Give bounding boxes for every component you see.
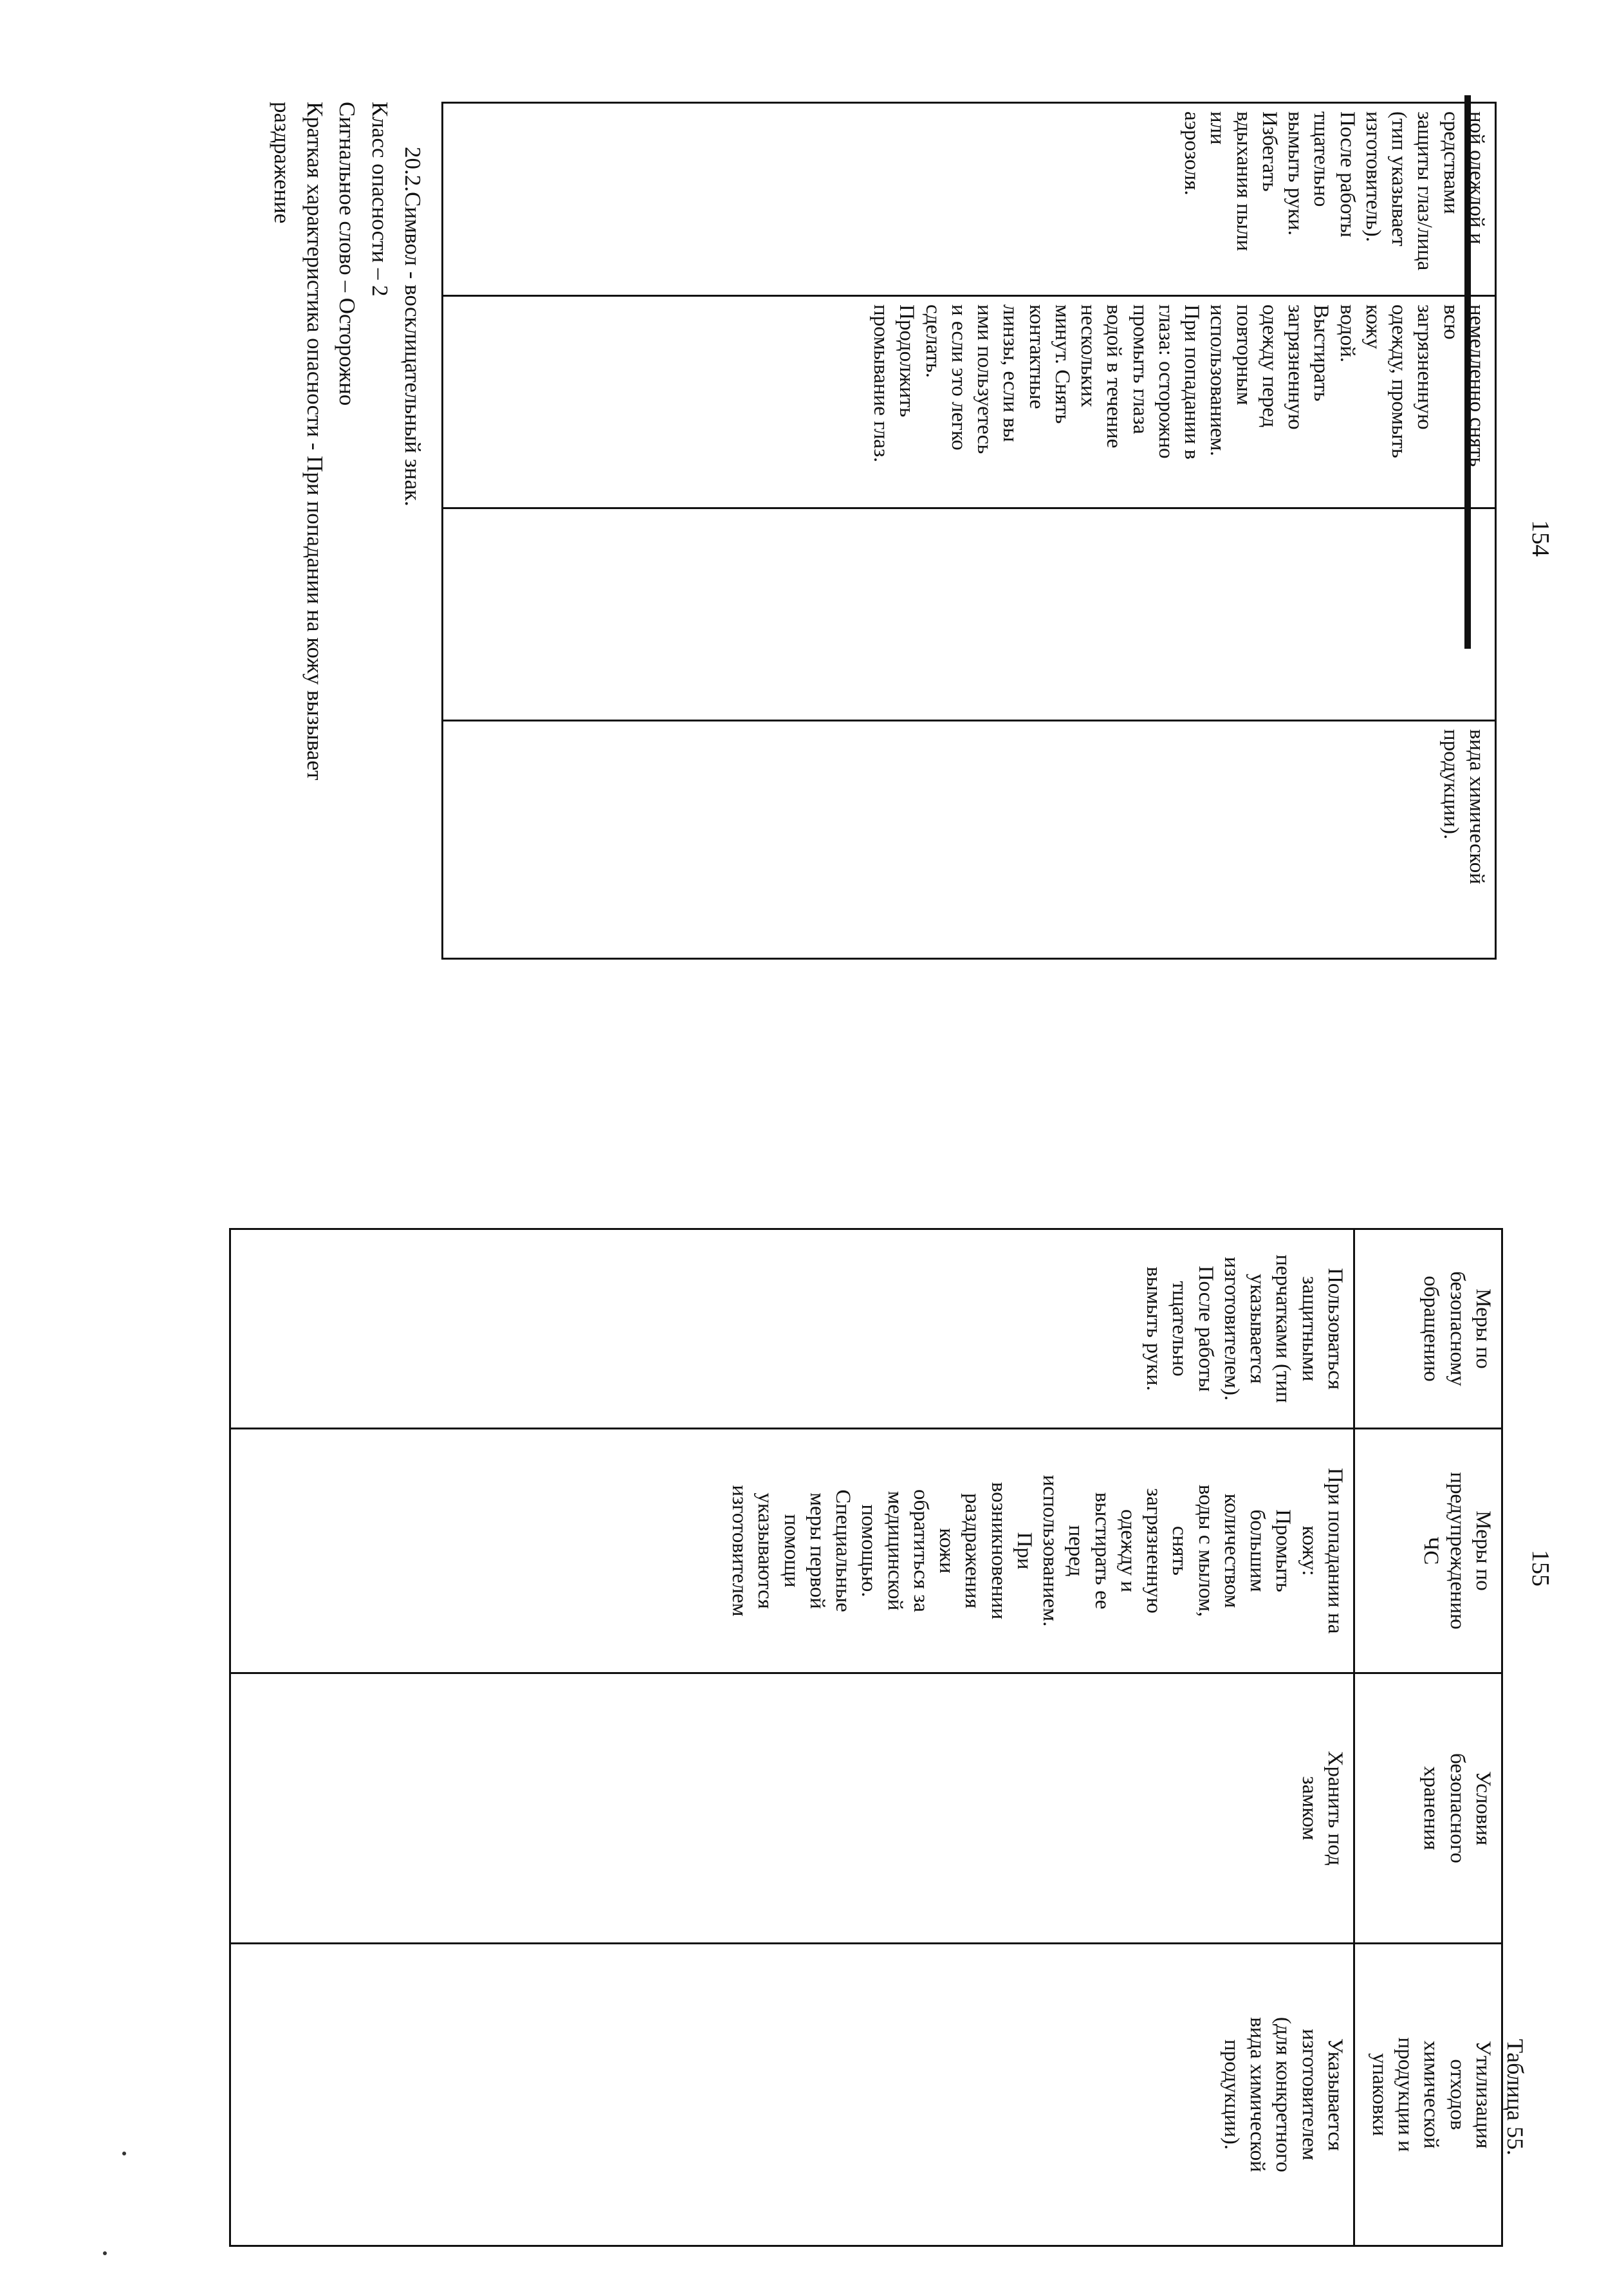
table-continuation bbox=[441, 102, 1497, 960]
header-emergency-prevention: Меры по предупреждению ЧС bbox=[1354, 1429, 1502, 1673]
header-disposal: Утилизация отходов химической продукции и упаковки bbox=[1354, 1944, 1502, 2246]
scan-speck bbox=[103, 2251, 107, 2255]
table-55 bbox=[229, 1228, 1503, 2247]
scanned-sheet bbox=[113, 95, 1554, 2187]
cell-disposal-cont: вида химической продукции). bbox=[443, 721, 1496, 959]
signal-word: Сигнальное слово – Осторожно bbox=[335, 102, 360, 406]
table-body-row bbox=[230, 1229, 1354, 2246]
cell-handling: Пользоваться защитными перчатками (тип указывается изготовителем). После работы тщательно вымыть руки. bbox=[230, 1229, 1354, 1429]
cell-storage-empty bbox=[443, 508, 1496, 721]
cell-first-aid: немедленно снять всю загрязненную одежду, промыть кожу водой. Выстирать загрязненную одежду перед повторным использованием. При попадании в глаза: осторожно промыть глаза водой в течение нескольких минут. Снять контактные линзы, если вы ими пользуетесь и если это легко сделать. Продолжить промывание глаз. bbox=[443, 296, 1496, 508]
cell-storage: Хранить под замком bbox=[230, 1673, 1354, 1944]
table-caption: Таблица 55. bbox=[1502, 2039, 1528, 2155]
header-storage: Условия безопасного хранения bbox=[1354, 1673, 1502, 1944]
table-header-row bbox=[1354, 1229, 1502, 2246]
page-number-154: 154 bbox=[1527, 520, 1554, 557]
short-characteristic-cont: раздражение bbox=[270, 102, 295, 224]
short-characteristic: Краткая характеристика опасности - При попадании на кожу вызывает bbox=[302, 102, 328, 781]
table-continuation-row bbox=[443, 103, 1496, 959]
cell-ppe: ной одеждой и средствами защиты глаз/лица (тип указывает изготовитель). После работы тщательно вымыть руки. Избегать вдыхания пыли или аэрозоля. bbox=[443, 103, 1496, 296]
header-handling: Меры по безопасному обращению bbox=[1354, 1229, 1502, 1429]
cell-emergency-prevention: При попадании на кожу: Промыть большим количеством воды с мылом, снять загрязненную одежду и выстирать ее перед использованием. При возникновении раздражения кожи обратиться за медицинской помощью. Специальные меры первой помощи указываются изготовителем bbox=[230, 1429, 1354, 1673]
hazard-text-block bbox=[265, 102, 429, 958]
symbol-line: 20.2.Символ - восклицательный знак. bbox=[400, 147, 425, 507]
hazard-class: Класс опасности – 2 bbox=[367, 102, 393, 297]
cell-disposal: Указывается изготовителем (для конкретного вида химической продукции). bbox=[230, 1944, 1354, 2246]
scan-speck bbox=[122, 2152, 126, 2155]
page-number-155: 155 bbox=[1527, 1550, 1554, 1586]
